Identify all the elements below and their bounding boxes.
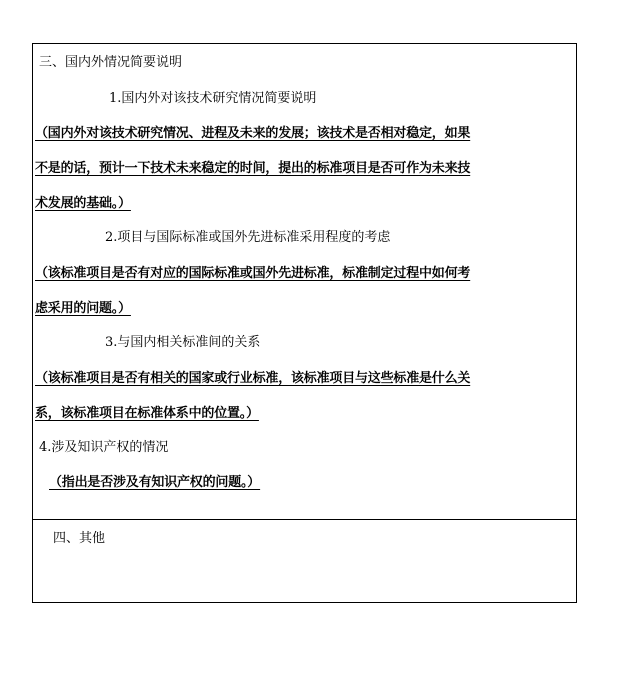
item-4-note: （指出是否涉及有知识产权的问题。） bbox=[49, 475, 261, 490]
item-3-note-line-1: （该标准项目是否有相关的国家或行业标准，该标准项目与这些标准是什么关 bbox=[35, 371, 471, 386]
item-1-note-line-2: 不是的话，预计一下技术未来稳定的时间，提出的标准项目是否可作为未来技 bbox=[35, 161, 471, 176]
item-1-note-line-3: 术发展的基础。） bbox=[35, 196, 131, 211]
item-3-title: 3.与国内相关标准间的关系 bbox=[105, 335, 261, 350]
item-1-note-line-1: （国内外对该技术研究情况、进程及未来的发展；该技术是否相对稳定，如果 bbox=[35, 126, 471, 141]
section-3-heading: 三、国内外情况简要说明 bbox=[39, 55, 183, 70]
item-2-note-line-1: （该标准项目是否有对应的国际标准或国外先进标准，标准制定过程中如何考 bbox=[35, 266, 471, 281]
item-4-title: 4.涉及知识产权的情况 bbox=[39, 440, 169, 455]
item-2-title: 2.项目与国际标准或国外先进标准采用程度的考虑 bbox=[105, 230, 391, 245]
item-3-note-line-2: 系，该标准项目在标准体系中的位置。） bbox=[35, 406, 259, 421]
item-2-note-line-2: 虑采用的问题。） bbox=[35, 301, 131, 316]
section-domestic-foreign-situation bbox=[33, 44, 576, 520]
section-other bbox=[33, 520, 576, 602]
proposal-form-table bbox=[32, 43, 577, 603]
item-1-title: 1.国内外对该技术研究情况简要说明 bbox=[109, 91, 317, 106]
section-4-heading: 四、其他 bbox=[53, 531, 106, 546]
